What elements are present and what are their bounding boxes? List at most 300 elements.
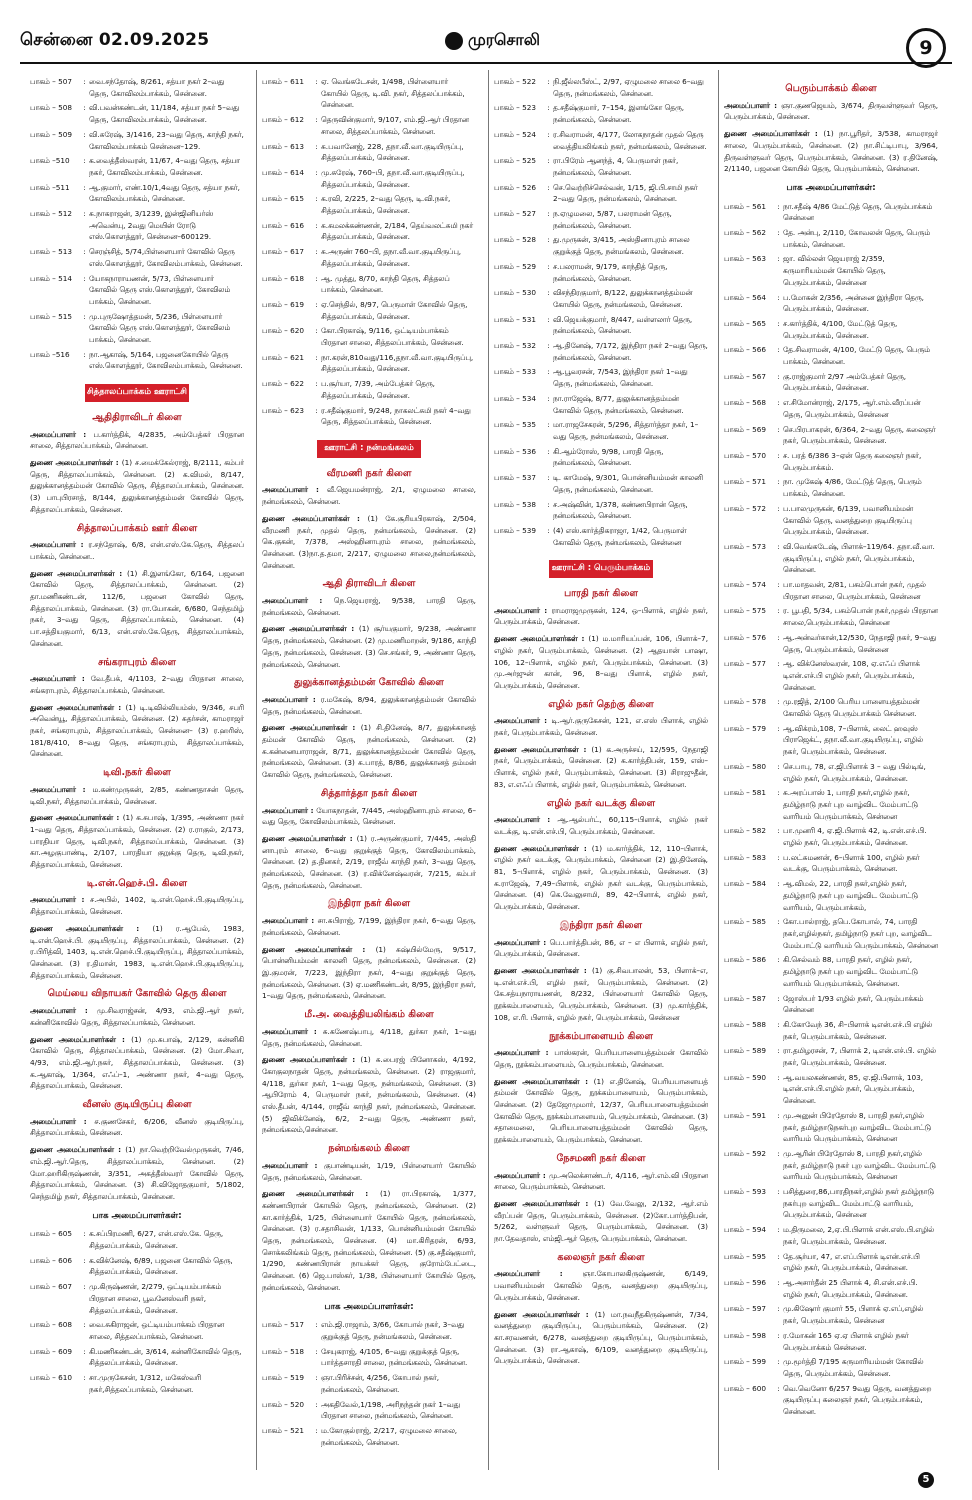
booth-contact: து.முருகன், 3/415, அஸ்தினாபுரம் சாலை குறுக்குத் தெரு, நன்மங்கலம், சென்னை.	[553, 235, 690, 257]
separator: :	[315, 1399, 318, 1409]
separator: :	[547, 473, 550, 483]
booth-number: பாகம் – 537	[494, 473, 536, 483]
list-item	[724, 541, 938, 576]
separator: :	[315, 167, 318, 177]
organizer-entry	[494, 1268, 708, 1303]
booth-contact: கோ.பிரகாஷ், 9/116, ஒட்டியம்பாக்கம் பிரதான சாலை, சித்தலப்பாக்கம், சென்னை.	[321, 326, 464, 348]
separator: :	[547, 420, 550, 430]
separator: :	[777, 917, 780, 927]
deputy-entry	[494, 633, 708, 692]
separator: :	[547, 314, 550, 324]
booth-contact: ச.கார்த்திக், 4/100, மேட்டுத் தெரு, பெரும்பாக்கம், சென்னை.	[783, 318, 898, 340]
booth-contact: த.சதீஷ்குமார், 7–154, இளங்கோ தெரு, நன்மங்கலம், சென்னை.	[553, 103, 685, 125]
booth-contact: மா.ராஜசேகரன், 5/296, சித்தார்த்தா நகர், 1–வது தெரு, நன்மங்கலம், சென்னை.	[553, 420, 699, 441]
list-item	[724, 1019, 938, 1042]
deputy-text: (1) சு.பைரஜ் பினோகஸ், 4/192, கோகுலநாதன் தெரு, நன்மங்கலம், சென்னை. (2) ராஜகுமார், 4/118, துர்கா நகர், 1–வது தெரு, நன்மங்கலம், சென்னை. (3) ஆபிரோம் 4, பெருமாள் நகர், நன்மங்கலம், சென்னை. (4) எஸ்.தீபன், 4/144, ராஜீவ் காந்தி நகர், நன்மங்கலம், சென்னை. (5) ஜிவிக்னேஷ், 6/2, 2–வது தெரு, அண்ணா நகர், நன்மங்கலம்,சென்னை.	[262, 1055, 476, 1135]
booth-number: பாகம் – 590	[724, 1072, 766, 1082]
separator: :	[315, 1346, 318, 1356]
separator: :	[777, 1072, 780, 1082]
booth-number: பாகம் – 562	[724, 228, 766, 238]
booth-number: பாகம் – 589	[724, 1046, 766, 1056]
list-item	[724, 878, 938, 913]
separator: :	[315, 247, 318, 257]
separator: :	[315, 194, 318, 204]
booth-number: பாகம் – 581	[724, 788, 766, 798]
booth-contact: செ.பாபு, 78, எ.ஜி.பிளாக் 3 – வது பில்டிங், எழில் நகர், பெரும்பாக்கம், சென்னை.	[783, 761, 926, 783]
booth-contact: யோகநாராயணன், 5/73, பிள்ளையார் கோவில் தெரு எஸ்.கொளத்தூர், கோவிலம் பாக்கம், சென்னை.	[89, 273, 231, 306]
list-item	[724, 1045, 938, 1068]
column-divider	[488, 70, 489, 1470]
booth-contact: வி.ஜெயக்குமார், 8/447, வள்ளலார் தெரு, நன்மங்கலம், சென்னை.	[553, 314, 693, 336]
booth-contact: தே. அன்பு, 2/110, கோவலன் தெரு, பெரும் பாக்கம், சென்னை.	[783, 228, 931, 249]
booth-number: பாகம் – 563	[724, 254, 766, 264]
separator: :	[83, 209, 86, 219]
booth-contact: ஆ.அன்வர்கான்,12/530, நேதாஜி நகர், 9–வது தெரு, பெரும்பாக்கம், சென்னை	[783, 632, 937, 654]
list-item	[724, 1383, 938, 1418]
deputy-label: துணை அமைப்பாளர்கள் :	[494, 634, 588, 643]
booth-number: பாகம் – 534	[494, 393, 536, 403]
organizer-entry	[30, 894, 244, 917]
booth-number: பாகம் – 538	[494, 499, 536, 509]
separator: :	[83, 1282, 86, 1292]
booth-contact: ரா.பிரேம் ஆனந்த், 4, பெருமாள் நகர், நன்மங்கலம், சென்னை.	[553, 156, 679, 177]
organizer-label: அமைப்பாளர் :	[30, 1006, 97, 1015]
column-2	[262, 76, 476, 1468]
booth-number: பாகம் – 512	[30, 209, 72, 219]
separator: :	[547, 261, 550, 271]
booth-number: பாகம் – 573	[724, 541, 766, 551]
branch-title: சித்தார்த்தா நகர் கிளை	[320, 787, 418, 799]
organizer-text: ஞா.கோபாலகிருஷ்ணன், 6/149, பவானியம்மன் கோவில் தெரு, வனத்துறை குடியிருப்பு, பெரும்பாக்கம், சென்னை.	[494, 1269, 708, 1302]
deputy-text: (1) சி.தினேஷ், 8/7, துலுக்கானத் தம்மன் கோவில் தெரு, நன்மங்கலம், சென்னை. (2) சு.கன்னையாராஜன், 8/71, துலுக்கானத்தம்மன் கோவில் தெரு, நன்மங்கலம், சென்னை. (3) சு.பாரத், 8/86, துலுக்கானத் தம்மன் கோவில் தெரு, நன்மங்கலம், சென்னை.	[262, 723, 476, 780]
list-item	[494, 340, 708, 363]
list-item	[724, 503, 938, 538]
list-item	[262, 193, 476, 216]
booth-contact: ம.கோகுல்ராஜ், 2/217, ஏழுமலை சாலை, நன்மங்கலம், சென்னை.	[321, 1425, 458, 1447]
organizer-label: அமைப்பாளர் :	[30, 785, 92, 794]
branch-title: சித்தாலப்பாக்கம் ஊர் கிளை	[76, 522, 198, 534]
list-item	[30, 208, 244, 243]
separator: :	[315, 220, 318, 230]
organizer-label: அமைப்பாளர் :	[262, 596, 334, 605]
organizer-entry	[30, 1005, 244, 1028]
list-item	[724, 201, 938, 224]
booth-contact: பசித்துரை,86,பாரதிநகர்,எழில் நகர் தமிழ்நாடு நகர்புற வாழ்விட மேம்பாட்டு வாரியம், பெரும்பாக்கம், சென்னை	[783, 1187, 934, 1220]
booth-number: பாகம் – 531	[494, 314, 536, 324]
list-item	[724, 787, 938, 822]
booth-number: பாகம் – 567	[724, 371, 766, 381]
deputy-label: துணை அமைப்பாளர்கள் :	[262, 723, 361, 732]
list-item	[262, 1399, 476, 1422]
organizer-text: பெ.பார்த்திபன், 86, எ – எ பிளாக், எழில் நகர், பெரும்பாக்கம், சென்னை.	[494, 937, 708, 959]
organizer-text: யோகநாதன், 7/445, அஸ்ஹினாபுரம் சாலை, 6–வது தெரு, கோவிலம்பாக்கம், சென்னை.	[262, 805, 476, 827]
organizer-label: அமைப்பாளர் :	[30, 430, 93, 439]
deputy-text: (1) வே.வேலு, 2/132, ஆர்.எம் வீரப்பன் தெரு, பெரும்பாக்கம், சென்னை. (2)கோ.பார்த்திபன், 5/262, வள்ளுவர் தெரு, பெரும்பாக்கம், சென்னை. (3) நா.தேவதாஸ், எம்ஜி.ஆர் தெரு, பெரும்பாக்கம், சென்னை.	[494, 1198, 708, 1244]
list-item	[30, 1319, 244, 1342]
booth-contact: எ.சிமோன்ராஜ், 2/175, ஆர்.எம்.வீரப்பன் தெரு, பெரும்பாக்கம், சென்னை	[783, 398, 921, 419]
organizer-label: அமைப்பாளர் :	[494, 1269, 583, 1278]
deputy-entry	[30, 923, 244, 982]
masthead	[445, 30, 540, 51]
booth-number: பாகம் – 585	[724, 917, 766, 927]
list-item	[30, 76, 244, 99]
booth-number: பாகம் – 565	[724, 318, 766, 328]
booth-contact: ர.சிவராமன், 4/177, லோகநாதன் முதல் தெரு வைத்தியலிங்கம் நகர், நன்மங்கலம், சென்னை.	[553, 129, 707, 151]
deputy-label: துணை அமைப்பாளர்கள் :	[30, 1145, 125, 1154]
booth-contact: தே.சிவராமன், 4/100, மேட்டு தெரு, பெரும் பாக்கம், சென்னை.	[783, 345, 931, 367]
booth-number: பாகம் – 595	[724, 1251, 766, 1261]
organizer-entry	[30, 673, 244, 696]
deputy-text: (1) எ.தினேஷ், பெரியபாளையத் தம்மன் கோவில் தெரு, நூக்கம்பாளையம், பெரும்பாக்கம், சென்னை. (2) தேஜோமுமார், 12/37, பெரியபாளையத்தம்மன் கோவில் தெரு, நூக்கம்பாளையம், பெரும்பாக்கம், சென்னை. (3) சதாமைலை, பெரியபாளையத்தம்மன் கோவில் தெரு, நூக்கம்பாளையம், பெரும்பாக்கம், சென்னை.	[494, 1076, 708, 1145]
deputy-text: (1) சுஷ்யில்மேரு, 9/517, பொன்னியம்மன் காலனி தெரு, நன்மங்கலம், சென்னை. (2) இ.குமரன், 7/223, இந்திரா நகர், 4–வது குறுக்குத் தெரு, நன்மங்கலம், சென்னை. (3) ஏ.மணிகண்டன், 8/95, இந்திரா நகர், 1–வது தெரு, நன்மங்கலம், சென்னை.	[262, 944, 476, 1001]
deputy-entry	[30, 457, 244, 516]
booth-number: பாகம் – 528	[494, 235, 536, 245]
organizer-entry	[262, 1160, 476, 1183]
list-item	[262, 1425, 476, 1448]
masthead-title: முரசொலி	[468, 30, 540, 49]
booth-contact: கி.மணிகண்டன், 3/614, கன்னிகோவில் தெரு, சித்தலப்பாக்கம், சென்னை.	[89, 1346, 242, 1368]
separator: :	[777, 1277, 780, 1287]
booth-number: பாகம் – 507	[30, 77, 72, 86]
booth-number: பாகம் – 517	[262, 1320, 304, 1330]
organizer-text: டி.ஆர்.குருகேசன், 121, எ.எஸ் பிளாக், எழில் நகர், பெரும்பாக்கம், சென்னை.	[494, 716, 708, 738]
deputy-text: (1) க.அருச்சய், 12/595, நேதாஜி நகர், பெரும்பாக்கம், சென்னை. (2) க.கார்த்திபன், 159, எஸ்–பிளாக், எழில் நகர், பெரும்பாக்கம், சென்னை. (3) சிராஜுதீன், 83, எ.எஃப் பிளாக், எழில் நகர், பெரும்பாக்கம், சென்னை.	[494, 744, 708, 789]
booth-number: பாகம் – 570	[724, 450, 766, 460]
deputy-label: துணை அமைப்பாளர்கள் :	[30, 813, 123, 822]
separator: :	[315, 77, 318, 86]
separator: :	[777, 826, 780, 836]
separator: :	[777, 450, 780, 460]
separator: :	[777, 292, 780, 302]
booth-contact: க.ரவி, 2/225, 2–வது தெரு, டி.வி.நகர், சித்தலப்பாக்கம், சென்னை.	[321, 194, 451, 216]
separator: :	[547, 77, 550, 86]
booth-contact: மு.மூர்த்தி 7/195 கருமாரியம்மன் கோவில் தெரு, பெரும்பாக்கம், சென்னை.	[783, 1357, 924, 1378]
booth-contact: மு.சுரேஷ், 760–பி, தநா.வீ.வா.குடியிருப்பு, சித்தலப்பாக்கம், சென்னை.	[321, 167, 465, 189]
separator: :	[83, 77, 86, 86]
booth-number: பாகம் – 532	[494, 341, 536, 351]
separator: :	[777, 371, 780, 381]
separator: :	[315, 299, 318, 309]
list-item	[494, 419, 708, 442]
deputy-entry	[30, 812, 244, 871]
organizer-entry	[30, 1116, 244, 1139]
deputy-label: துணை அமைப்பாளர்கள் :	[30, 569, 127, 578]
separator: :	[777, 697, 780, 707]
booth-number: பாகம் – 614	[262, 167, 304, 177]
booth-number: பாகம் – 596	[724, 1277, 766, 1287]
deputy-text: (1) மு.சுபாஷ், 2/129, கன்னிகி கோவில் தெரு, சித்தாலப்பாக்கம், சென்னை. (2) மோ.சிவா, 4/93, எம்.ஜி.ஆர்.நகர், சித்தாலப்பாக்கம், சென்னை. (3) க.ஆகாஷ், 1/364, எஃப்–1, அண்ணா நகர், 4–வது தெரு, சித்தாலப்பாக்கம், சென்னை.	[30, 1034, 244, 1091]
header-date: சென்னை 02.09.2025	[20, 30, 210, 50]
branch-title: சங்கராபுரம் கிளை	[98, 656, 176, 668]
booth-number: பாகம் – 574	[724, 580, 766, 590]
list-item	[724, 318, 938, 341]
organizer-label: அமைப்பாளர் :	[494, 1048, 554, 1057]
booth-contact: ப.சூர்யா, 7/39, அம்பேத்கர் தெரு, சித்தலப்பாக்கம், சென்னை.	[321, 379, 435, 400]
separator: :	[315, 141, 318, 151]
separator: :	[777, 477, 780, 487]
deputy-label: துணை அமைப்பாளர்கள் :	[30, 703, 125, 712]
booth-number: பாகம் – 568	[724, 398, 766, 408]
booth-number: பாகம் – 522	[494, 77, 536, 86]
separator: :	[547, 182, 550, 192]
list-item	[494, 129, 708, 152]
booth-contact: பா.மாதவன், 2/81, பசும்பொன் நகர், முதல் பிரதான சாலை, பெரும்பாக்கம், சென்னை	[783, 580, 926, 601]
list-item	[262, 76, 476, 111]
booth-number: பாகம் – 591	[724, 1110, 766, 1120]
booth-number: பாகம் – 564	[724, 292, 766, 302]
booth-contact: ஜோஸ்பர் 1/93 எழில் நகர், பெரும்பாக்கம் சென்னை	[783, 993, 924, 1015]
booth-number: பாகம் – 587	[724, 993, 766, 1003]
column-divider	[718, 70, 719, 1470]
deputy-label: துணை அமைப்பாளர்கள் :	[494, 844, 592, 853]
deputy-label: துணை அமைப்பாளர்கள் :	[30, 1035, 131, 1044]
section-banner: ஊராட்சி : பெரும்பாக்கம்	[549, 560, 653, 578]
booth-number: பாகம் – 593	[724, 1187, 766, 1197]
organizer-text: ச.அபில், 1402, டி.என்.ஹெச்.பி.குடியிருப்பு, சித்தாலப்பாக்கம், சென்னை.	[30, 895, 244, 917]
organizer-text: ச.குணசேகர், 6/206, வீனஸ் குடியிருப்பு, சித்தாலப்பாக்கம், சென்னை.	[30, 1116, 244, 1138]
deputy-text: (1) மா.நவநீதகிருஷ்ணன், 7/34, வனத்துறை குடியிருப்பு, பெரும்பாக்கம், சென்னை. (2) கா.சரவணன், 6/278, வனத்துறை குடியிருப்பு, பெரும்பாக்கம், சென்னை. (3) ரா.ஆகாஷ், 6/109, வனத்துறை குடியிருப்பு, பெரும்பாக்கம், சென்னை.	[494, 1309, 708, 1366]
list-item	[724, 424, 938, 447]
separator: :	[315, 405, 318, 415]
booth-number: பாகம் – 606	[30, 1255, 72, 1265]
organizer-text: ர.மகேஷ், 8/94, துலுக்கானத்தம்மன் கோவில் தெரு, நன்மங்கலம், சென்னை.	[262, 694, 476, 716]
list-item	[494, 393, 708, 416]
booth-number: பாகம் – 523	[494, 103, 536, 113]
organizer-label: அமைப்பாளர் :	[262, 1161, 324, 1170]
separator: :	[777, 1225, 780, 1235]
list-heading: பாக அமைப்பாளர்கள்:	[92, 1210, 182, 1221]
booth-contact: செரஞ்சித், 5/74,பிள்ளையார் கோவில் தெரு எஸ்.கொளத்தூர், கோவிலம்பாக்கம், சென்னை.	[89, 247, 243, 268]
booth-number: பாகம் – 619	[262, 299, 304, 309]
list-item	[494, 208, 708, 231]
organizer-entry	[494, 814, 708, 837]
booth-contact: மு.ரஜித், 2/100 பெரிய பாளையத்தம்மன் கோவில் தெரு பெரும்பாக்கம் சென்னை.	[783, 697, 920, 719]
list-item	[724, 292, 938, 315]
list-item	[494, 446, 708, 469]
separator: :	[777, 318, 780, 328]
booth-contact: நா. முகேஷ் 4/86, மேட்டுத் தெரு, பெரும் பாக்கம், சென்னை.	[783, 477, 922, 499]
deputy-entry	[262, 944, 476, 1003]
booth-contact: மு.கிருஷ்ணன், 2/279, ஒட்டியம்பாக்கம் பிரதான சாலை, பூவனேஸ்வரி நகர், சித்தலப்பாக்கம், சென்னை.	[89, 1282, 222, 1315]
booth-number: பாகம் – 530	[494, 288, 536, 298]
booth-number: பாகம் – 605	[30, 1229, 72, 1239]
booth-number: பாகம் – 599	[724, 1357, 766, 1367]
list-item	[724, 1356, 938, 1379]
booth-number: பாகம் – 529	[494, 261, 536, 271]
separator: :	[777, 1330, 780, 1340]
separator: :	[777, 659, 780, 669]
booth-contact: க.விக்னேஷ், 6/89, பஜனை கோவில் தெரு, சித்தலப்பாக்கம், சென்னை.	[89, 1255, 233, 1277]
footer-page-badge: 5	[918, 1472, 934, 1488]
list-item	[724, 1303, 938, 1326]
booth-contact: வெ.வெனோ 6/257 9வது தெரு, வனத்துறை குடியிருப்பு கலைஞர் நகர், பெரும்பாக்கம், சென்னை.	[783, 1383, 932, 1417]
booth-contact: கி.ஆம்ரோஸ், 9/98, பாரதி தெரு, நன்மங்கலம், சென்னை.	[553, 446, 664, 468]
list-item	[262, 325, 476, 348]
organizer-label: அமைப்பாளர் :	[262, 806, 316, 815]
separator: :	[547, 341, 550, 351]
page-header	[0, 0, 972, 62]
booth-contact: சு.அருண் 760–பி, தநா.வீ.வா.குடியிருப்பு, சித்தலப்பாக்கம், சென்னை.	[321, 247, 462, 268]
deputy-entry	[494, 1309, 708, 1368]
separator: :	[777, 1110, 780, 1120]
booth-contact: கு.ராஜ்குமார் 2/97 அம்பேத்கர் தெரு, பெரும்பாக்கம், சென்னை.	[783, 371, 907, 393]
list-item	[262, 1346, 476, 1369]
list-item	[262, 405, 476, 428]
list-item	[724, 916, 938, 951]
booth-contact: மு.புருஷோத்தமன், 5/236, பிள்ளையார் கோவில் தெரு எஸ்.கொளத்தூர், கோவிலம் பாக்கம், சென்னை.	[89, 311, 231, 345]
column-4	[724, 76, 938, 1468]
deputy-label: துணை அமைப்பாளர்கள் :	[724, 129, 823, 138]
list-item	[30, 155, 244, 178]
branch-title: எழில் நகர் தெற்கு கிளை	[548, 698, 654, 710]
booth-number: பாகம் – 518	[262, 1346, 304, 1356]
list-item	[724, 993, 938, 1016]
organizer-text: ம.கண்முருகன், 2/85, கண்ணதாசன் தெரு, டிவி.நகர், சித்தாலப்பாக்கம், சென்னை.	[30, 784, 244, 806]
list-item	[30, 349, 244, 372]
booth-number: பாகம் – 524	[494, 129, 536, 139]
deputy-label: துணை அமைப்பாளர்கள் :	[30, 924, 152, 933]
separator: :	[315, 1373, 318, 1383]
list-item	[30, 129, 244, 152]
separator: :	[547, 499, 550, 509]
separator: :	[777, 1046, 780, 1056]
separator: :	[777, 723, 780, 733]
booth-number: பாகம் – 609	[30, 1346, 72, 1356]
booth-contact: மு.அனுன் பிரேதோஸ் 8, பாரதி நகர்,எழில் நகர், தமிழ்நாடுநகர்புற வாழ்விட மேம்பாட்டு வாரியம் பெரும்பாக்கம், சென்னை	[783, 1110, 932, 1144]
separator: :	[777, 606, 780, 616]
branch-title: வீனஸ் குடியிருப்பு கிளை	[82, 1099, 192, 1111]
booth-number: பாகம் – 582	[724, 826, 766, 836]
separator: :	[315, 326, 318, 336]
organizer-entry	[262, 1026, 476, 1049]
organizer-label: அமைப்பாளர் :	[724, 101, 781, 110]
organizer-entry	[262, 694, 476, 717]
organizer-entry	[494, 715, 708, 738]
booth-number: பாகம் – 578	[724, 697, 766, 707]
separator: :	[547, 393, 550, 403]
booth-number: பாகம் – 519	[262, 1373, 304, 1383]
list-item	[724, 1277, 938, 1300]
list-item	[724, 1072, 938, 1107]
booth-number: பாகம் –510	[30, 156, 70, 166]
booth-contact: சு.சுமலக்கண்ணன், 2/184, தெய்வலட்சுமி நகர் சித்தலப்பாக்கம், சென்னை.	[321, 220, 474, 242]
booth-number: பாகம் – 572	[724, 503, 766, 513]
booth-number: பாகம் – 612	[262, 115, 304, 125]
booth-number: பாகம் – 600	[724, 1383, 766, 1393]
list-item	[494, 366, 708, 389]
booth-number: பாகம் – 539	[494, 525, 536, 535]
list-item	[494, 261, 708, 284]
deputy-text: (1) டி.டிவில்லியம்ஸ், 9/346, சபரி அவென்யூ, சித்தாலப்பாக்கம், சென்னை. (2) சுதர்சன், காமராஜர் நகர், சங்கராபுரம், சித்தாலப்பாக்கம், சென்னை– (3) ர.ஹரிஸ், 181/8/410, 8–வது தெரு, சங்கராபுரம், சித்தாலப்பாக்கம், சென்னை.	[30, 702, 244, 759]
separator: :	[777, 1019, 780, 1029]
separator: :	[315, 379, 318, 389]
list-item	[30, 1255, 244, 1278]
separator: :	[777, 788, 780, 798]
organizer-label: அமைப்பாளர் :	[494, 1171, 549, 1180]
booth-contact: கி.செல்வம் 88, பாரதி நகர், எழில் நகர், தமிழ்நாடு நகர் புற வாழ்விட மேம்பாட்டு வாரியம் பெரும்பாக்கம், சென்னை.	[783, 955, 918, 988]
section-banner: சித்தாலப்பாக்கம் ஊராட்சி	[85, 384, 189, 402]
deputy-text: (1) ரா.பிரகாஷ், 1/377, கண்ணபிரான் கோயில் தெரு, நன்மங்கலம், சென்னை. (2) கா.கார்த்திக், 1/25, பிள்ளையார் கோயில் தெரு, நன்மங்கலம், சென்னை. (3) ர.சதாசிவன், 1/133, பொன்னியம்மன் கோயில் தெரு, நன்மங்கலம், சென்னை. (4) மா.கிரிதரன், 6/93, சொக்கலிங்கம் தெரு, நன்மங்கலம், சென்னை. (5) கு.சதீஷ்குமார், 1/290, கண்ணபிரான் நாயக்கர் தெரு, குரோம்பேட்டை, சென்னை. (6) ஜெ.பாஸ்கர், 1/38, பிள்ளையார் கோயில் தெரு, நன்மங்கலம், சென்னை.	[262, 1189, 476, 1292]
separator: :	[547, 209, 550, 219]
booth-contact: நி.ஜீல்லபீஸ்ட், 2/97, ஏழுமலை சாலை 6–வது தெரு, நன்மங்கலம், சென்னை.	[553, 77, 704, 98]
booth-contact: ஜா. வில்லன் ஜெயராஜ் 2/359, கருமாரியம்மன் கோயில் தெரு, பெரும்பாக்கம், சென்னை	[783, 254, 886, 287]
list-item	[262, 378, 476, 401]
booth-number: பாகம் – 575	[724, 606, 766, 616]
organizer-label: அமைப்பாளர் :	[494, 716, 551, 725]
masthead-logo-icon	[445, 32, 463, 50]
booth-contact: ஆ.குமார், எண்.10/1,4வது தெரு, சத்யா நகர், கோவிலம்பாக்கம், சென்னை.	[89, 182, 240, 204]
booth-contact: ச.அஷ்வின், 1/378, கண்ணபிரான் தெரு, நன்மங்கலம், சென்னை.	[553, 499, 688, 521]
organizer-entry	[30, 539, 244, 562]
deputy-entry	[494, 744, 708, 791]
branch-title: துலுக்கானத்தம்மன் கோவில் கிளை	[294, 677, 444, 689]
booth-contact: சு.பவானேஜ், 228, தநா.வீ.வா.குடியிருப்பு, சித்தலப்பாக்கம், சென்னை.	[321, 141, 464, 163]
list-heading: பாக அமைப்பாளர்கள்:	[324, 1301, 414, 1312]
list-item	[30, 1281, 244, 1316]
deputy-label: துணை அமைப்பாளர்கள் :	[262, 624, 359, 633]
booth-number: பாகம் –516	[30, 349, 70, 359]
list-item	[494, 499, 708, 522]
booth-contact: ஆ.வயலகண்ணன், 85, ஏ.ஜி.பிளாக், 103, டிஎன்.எச்.பி.எழில் நகர், பெரும்பாக்கம், சென்னை.	[783, 1072, 924, 1106]
list-item	[30, 182, 244, 205]
deputy-text: (1) கு.சிவபாலன், 53, பிளாக்–எ, டி.என்.எச்.பி, எழில் நகர், பெரும்பாக்கம், சென்னை. (2) கே.சத்யநாராயணன், 8/232, பிள்ளையார் கோவில் தெரு, நூக்கம்பாளையம், பெரும்பாக்கம், சென்னை. (3) மு.கார்த்திக், 108, எ.ரி. பிளாக், எழில் நகர், பெரும்பாக்கம், சென்னை	[494, 966, 708, 1022]
separator: :	[83, 129, 86, 139]
list-item	[262, 141, 476, 164]
organizer-label: அமைப்பாளர் :	[30, 674, 91, 683]
booth-contact: சேயுகராஜ், 4/105, 6–வது குறுக்குத் தெரு, பார்த்தசாரதி சாலை, நன்மங்கலம், சென்னை.	[321, 1346, 468, 1368]
separator: :	[83, 311, 86, 321]
organizer-text: மு.அலெக்சாண்டர், 4/116, ஆர்.எம்.வி பிரதான சாலை, பெரும்பாக்கம், சென்னை.	[494, 1170, 708, 1192]
separator: :	[547, 446, 550, 456]
booth-number: பாகம் – 594	[724, 1225, 766, 1235]
separator: :	[777, 541, 780, 551]
separator: :	[777, 1357, 780, 1367]
branch-title: மெய்யை விநாயகர் கோவில் தெரு கிளை	[47, 988, 227, 1000]
separator: :	[777, 503, 780, 513]
organizer-text: ஞா.குணஜெயம், 3/674, திருவள்ளுவர் தெரு, பெரும்பாக்கம், சென்னை.	[724, 100, 938, 122]
page-number-badge: 9	[906, 28, 946, 68]
booth-contact: பா.முனரி 4, ஏ.ஜி.பிளாக் 42, டி.என்.எச்.பி. எழில் நகர், பெரும்பாக்கம், சென்னை.	[783, 826, 927, 848]
list-item	[494, 76, 708, 99]
booth-number: பாகம் – 579	[724, 723, 766, 733]
booth-contact: மு.ஆரின் பிரேதோஸ் 8, பாரதி நகர்,எழில் நகர், தமிழ்நாடு நகர் புற வாழ்விட மேம்பாட்டு வாரியம் பெரும்பாக்கம், சென்னை	[783, 1148, 936, 1182]
booth-contact: வி.வெங்கடேஷ், பிளாக்–119/64. தநா.வீ.வா. குடியிருப்பு, எழில் நகர், பெரும்பாக்கம், சென்னை.	[783, 541, 935, 575]
booth-number: பாகம் – 616	[262, 220, 304, 230]
organizer-label: அமைப்பாளர் :	[262, 916, 318, 925]
organizer-entry	[262, 595, 476, 618]
organizer-text: பாஸ்கரன், பெரியபாளையத்தம்மன் கோவில் தெரு, நூக்கம்பாளையம், பெரும்பாக்கம், சென்னை.	[494, 1048, 708, 1069]
separator: :	[547, 103, 550, 113]
organizer-entry	[494, 1170, 708, 1193]
separator: :	[777, 761, 780, 771]
organizer-label: அமைப்பாளர் :	[30, 540, 88, 549]
organizer-entry	[262, 805, 476, 828]
list-item	[494, 102, 708, 125]
booth-contact: தெருவின்குமார், 9/107, எம்.ஜி.ஆர் பிரதான சாலை, சித்தலப்பாக்கம், சென்னை.	[321, 115, 469, 136]
booth-number: பாகம் – 622	[262, 379, 304, 389]
deputy-label: துணை அமைப்பாளர்கள் :	[494, 966, 592, 975]
deputy-entry	[494, 1076, 708, 1146]
separator: :	[777, 632, 780, 642]
booth-number: பாகம் – 598	[724, 1330, 766, 1340]
booth-number: பாகம் – 509	[30, 129, 72, 139]
organizer-text: வீ.ஜெயமன்ராஜ், 2/1, ஏழுமலை சாலை, நன்மங்கலம், சென்னை.	[262, 485, 476, 507]
separator: :	[547, 525, 550, 535]
booth-number: பாகம் – 620	[262, 326, 304, 336]
list-item	[724, 1186, 938, 1221]
deputy-text: (1) க.சுபாஷ், 1/395, அண்ணா நகர் 1–வது தெரு, சித்தாலப்பாக்கம், சென்னை. (2) ர.ராகுல், 2/173, பாரதியா தெரு, டிவி.நகர், சித்தாலப்பாக்கம், சென்னை. (3) கா.அழகுபாண்டி, 2/107, பாரதியா குறுக்கு தெரு, டிவி.நகர், சித்தாலப்பாக்கம், சென்னை.	[30, 813, 244, 870]
list-item	[724, 825, 938, 848]
